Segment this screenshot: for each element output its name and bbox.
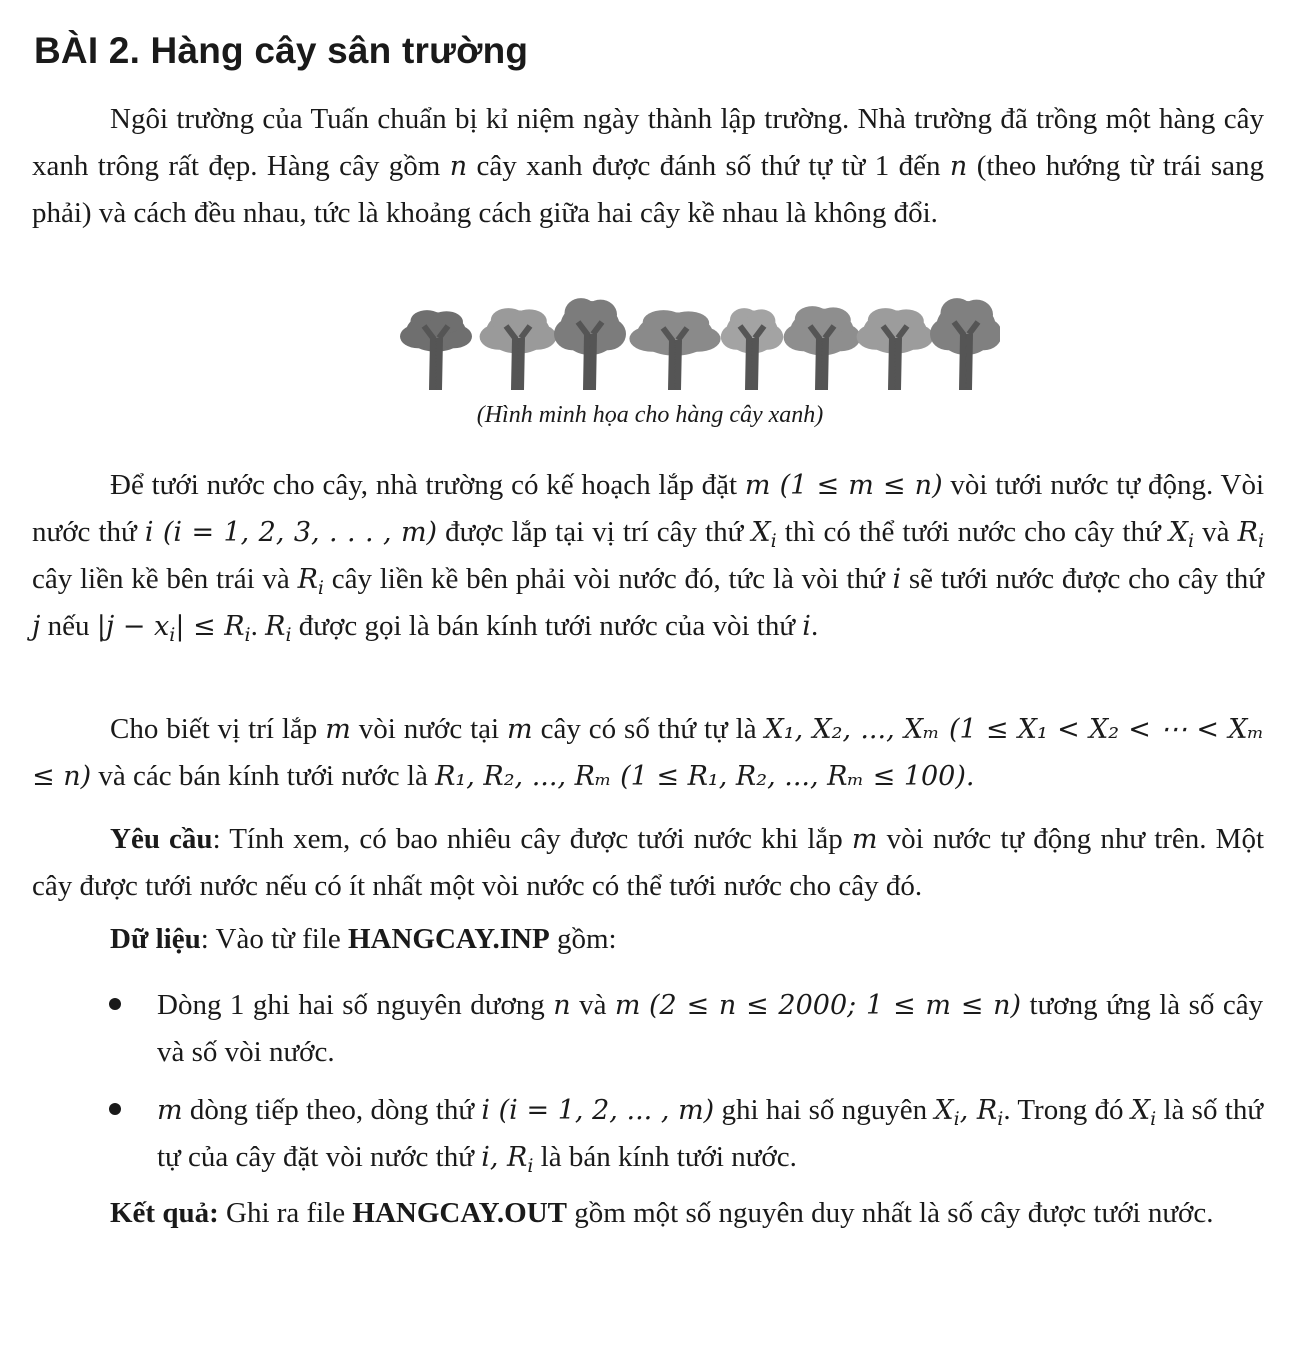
requirement-label: Yêu cầu <box>110 823 213 855</box>
var-m: m <box>507 714 533 745</box>
var-ri: $R_i$ <box>265 611 292 646</box>
bullet1-math: (2 ≤ n ≤ 2000; 1 ≤ m ≤ n) <box>648 990 1022 1021</box>
bullet2-math: i (i = 1, 2, ... , m) <box>481 1095 715 1126</box>
setup-text-4: thì có thể tưới nước cho cây thứ <box>784 516 1161 548</box>
tree-icon <box>857 308 934 390</box>
input-file-name: HANGCAY.INP <box>347 923 550 955</box>
math-distance: $|j - x_i| \le R_i$ <box>96 611 251 646</box>
math-r-list: R₁, R₂, ..., Rₘ (1 ≤ R₁, R₂, ..., Rₘ ≤ 100). <box>435 761 975 792</box>
setup-text-9: nếu <box>47 610 90 642</box>
tree-icon <box>721 308 783 390</box>
setup-text-7: cây liền kề bên phải vòi nước đó, tức là vòi thứ <box>331 563 885 595</box>
tree-icon <box>629 310 720 390</box>
output-label: Kết quả: <box>110 1197 219 1229</box>
var-ri: $R_i$ <box>297 564 324 599</box>
requirement-text-1: : Tính xem, có bao nhiêu cây được tưới nước khi lắp <box>212 823 843 855</box>
var-m: m <box>851 824 878 855</box>
var-m: m <box>325 714 351 745</box>
input-text-1: : Vào từ file <box>200 923 341 955</box>
output-paragraph <box>32 1190 1264 1237</box>
setup-text-2: vòi tưới nước tự động. Vòi nước thứ <box>32 469 1265 548</box>
setup-text-6: cây liền kề bên trái và <box>32 563 290 595</box>
setup-text-1: Để tưới nước cho cây, nhà trường có kế hoạch lắp đặt <box>110 469 738 501</box>
setup-text-10: được gọi là bán kính tưới nước của vòi thứ <box>298 610 796 642</box>
input-label: Dữ liệu <box>110 923 201 955</box>
var-ri: $R_i$ <box>1237 517 1265 552</box>
var-j: j <box>32 611 41 642</box>
bullet2-text-c: . Trong đó <box>1003 1094 1124 1126</box>
var-m: m <box>157 1095 183 1126</box>
tree-icon <box>784 306 861 390</box>
intro-text: Ngôi trường của Tuấn chuẩn bị kỉ niệm ngày thành lập trường. Nhà trường đã trồng một hàng cây xanh trông rất đẹp. Hàng cây gồm <box>32 103 1264 182</box>
math-i-range: i (i = 1, 2, 3, . . . , m) <box>144 517 438 548</box>
var-xi: $X_i$ <box>1130 1095 1157 1130</box>
output-text-2: gồm một số nguyên duy nhất là số cây được tưới nước. <box>574 1197 1214 1229</box>
positions-text-2: vòi nước tại <box>358 713 500 745</box>
math-x-list: X₁, X₂, ..., Xₘ (1 ≤ X₁ < X₂ < ⋯ < Xₘ ≤ n) <box>32 714 1265 792</box>
var-m: m <box>614 990 641 1021</box>
list-item <box>157 1087 1263 1181</box>
tree-icon <box>554 298 626 390</box>
var-i: i <box>802 611 811 642</box>
setup-text-8: sẽ tưới nước được cho cây thứ <box>908 563 1264 595</box>
problem-title: BÀI 2. Hàng cây sân trường <box>34 30 529 71</box>
input-text-2: gồm: <box>556 923 617 955</box>
setup-paragraph: Để tưới nước cho cây, nhà trường có kế hoạch lắp đặt m (1 ≤ m ≤ n) vòi tưới nước tự động. Vòi nước thứ i (i = 1, 2, 3, . . . , m) được lắp tại vị trí cây thứ $X_i$ thì có thể tưới nước cho cây thứ $X_i$ và $R_i$ cây liền kề bên trái và $R_i$ cây liền kề bên phải vòi nước đó, tức là vòi thứ i sẽ tưới nước được cho cây thứ j nếu $|j - x_i| \le R_i$. $R_i$ được gọi là bán kính tưới nước của vòi thứ i. <box>32 469 1265 646</box>
var-n: n <box>553 990 571 1021</box>
intro-paragraph <box>32 96 1264 237</box>
var-i-ri: i, $R_i$ <box>481 1142 534 1177</box>
intro-text-2: cây xanh được đánh số thứ tự từ 1 đến <box>476 150 941 182</box>
var-xi: $X_i$ <box>1168 517 1195 552</box>
bullet2-text-b: ghi hai số nguyên <box>721 1094 928 1126</box>
input-paragraph <box>32 916 1264 963</box>
bullet1-text-c: tương ứng là số cây và số vòi nước. <box>157 989 1264 1068</box>
bullet2-text-e: là bán kính tưới nước. <box>540 1141 797 1173</box>
math-m-range: m (1 ≤ m ≤ n) <box>744 470 943 501</box>
list-item <box>157 982 1263 1076</box>
positions-text-3: cây có số thứ tự là <box>540 713 757 745</box>
var-i: i <box>892 564 902 595</box>
tree-row-illustration <box>400 298 1000 394</box>
bullet1-text-a: Dòng 1 ghi hai số nguyên dương <box>157 989 545 1021</box>
math-abs-text: |j − x <box>96 611 170 642</box>
bullet2-text-d: là số thứ tự của cây đặt vòi nước thứ <box>157 1094 1264 1173</box>
bullet2-text-a: dòng tiếp theo, dòng thứ <box>189 1094 475 1126</box>
bullet-dot-icon <box>109 998 121 1010</box>
var-xi-ri: $X_i$, $R_i$ <box>934 1095 1004 1130</box>
requirement-paragraph <box>32 816 1264 910</box>
requirement-text-2: vòi nước tự động như trên. Một cây được tưới nước nếu có ít nhất một vòi nước có thể tưới nước cho cây đó. <box>32 823 1265 902</box>
positions-text-1: Cho biết vị trí lắp <box>110 713 318 745</box>
setup-text-5: và <box>1202 516 1230 548</box>
bullet1-text-b: và <box>579 989 607 1021</box>
positions-text-4: và các bán kính tưới nước là <box>98 760 428 792</box>
output-file-name: HANGCAY.OUT <box>352 1197 568 1229</box>
tree-icon <box>400 310 472 390</box>
tree-icon <box>480 308 557 390</box>
setup-text-3: được lắp tại vị trí cây thứ <box>445 516 744 548</box>
intro-text-3: (theo hướng từ trái sang phải) và cách đều nhau, tức là khoảng cách giữa hai cây kề nhau là không đổi. <box>32 150 1265 229</box>
bullet-dot-icon <box>109 1103 121 1115</box>
var-xi: $X_i$ <box>751 517 777 552</box>
illustration-caption: (Hình minh họa cho hàng cây xanh) <box>476 402 824 428</box>
var-n: n <box>949 151 968 182</box>
tree-icon <box>930 298 1000 390</box>
output-text-1: Ghi ra file <box>226 1197 346 1229</box>
positions-paragraph <box>32 706 1264 800</box>
var-n: n <box>449 151 468 182</box>
